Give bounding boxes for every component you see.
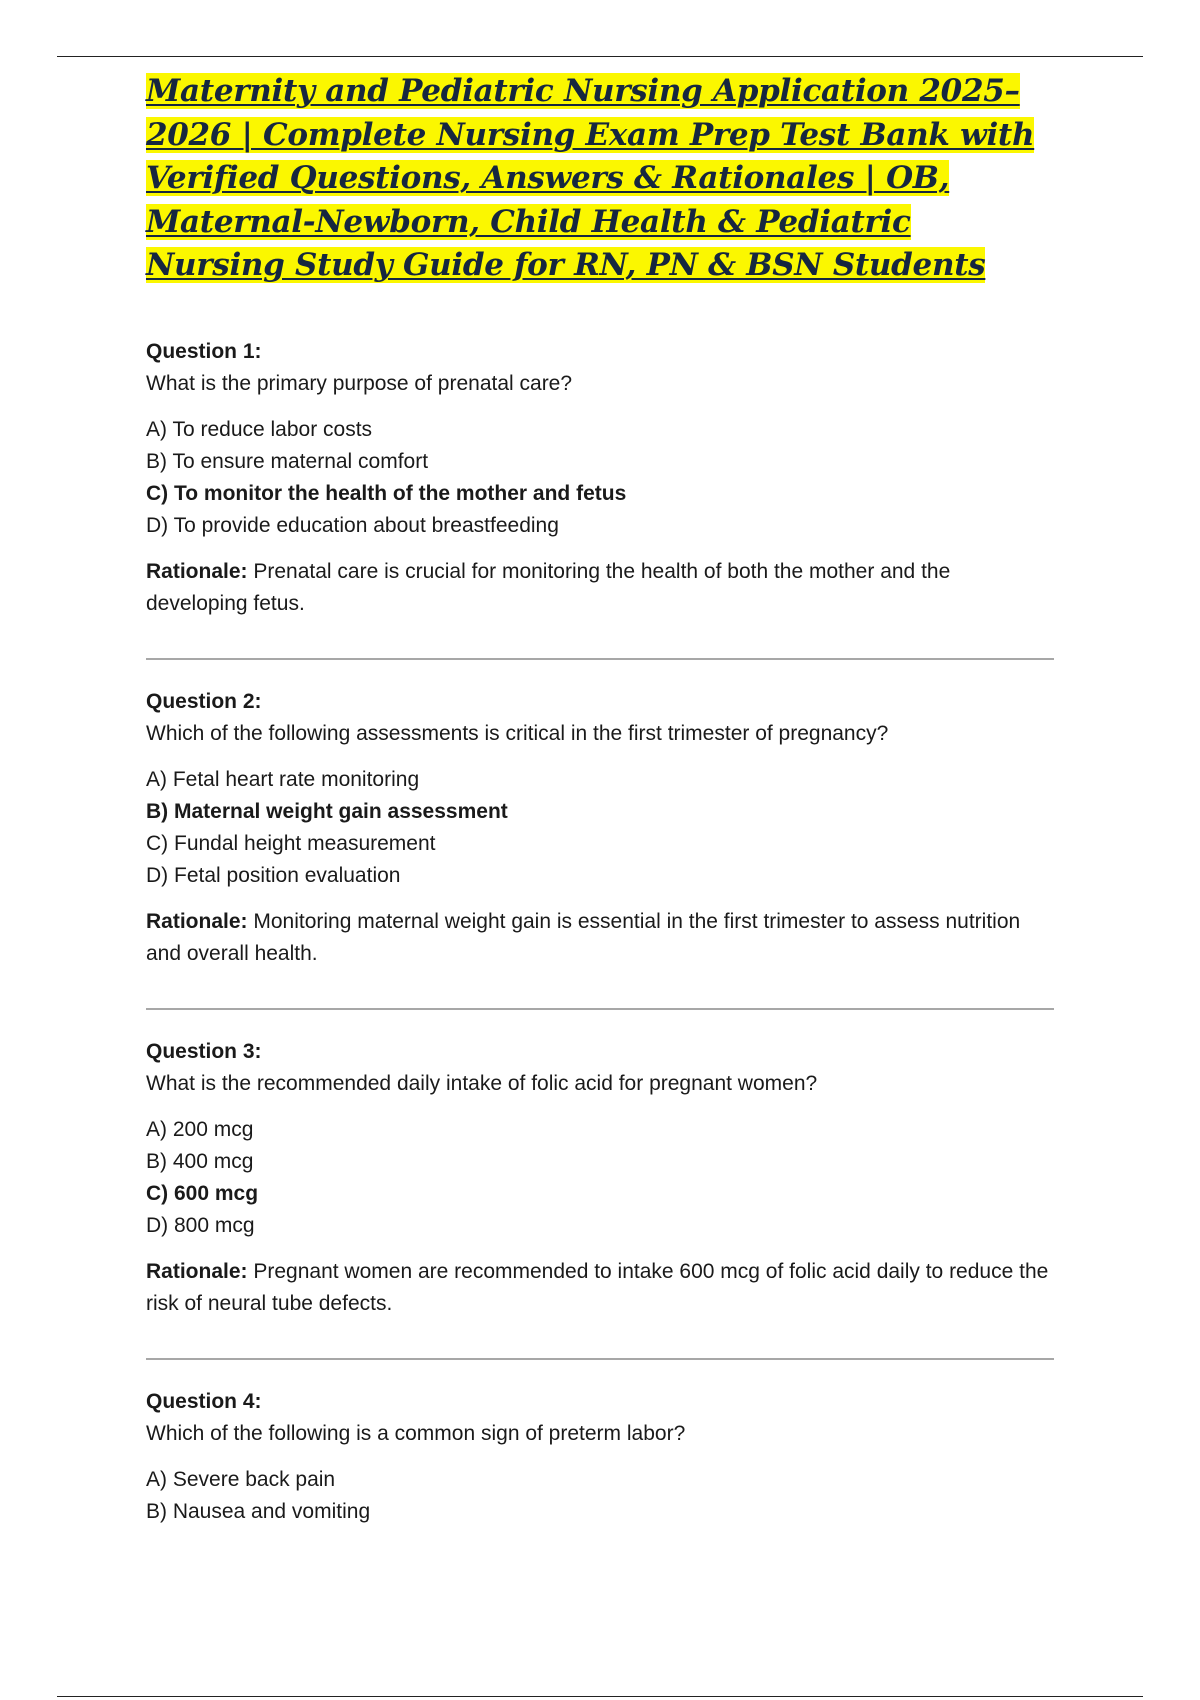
document-content bbox=[146, 70, 1056, 1542]
question-heading: Question 2: bbox=[146, 689, 262, 713]
answer-option: C) Fundal height measurement bbox=[146, 831, 436, 855]
question-separator bbox=[146, 1008, 1054, 1010]
answer-option: D) To provide education about breastfeeding bbox=[146, 513, 559, 537]
rationale-text: Prenatal care is crucial for monitoring the health of both the mother and the developing fetus. bbox=[146, 559, 951, 615]
question-text: Which of the following assessments is critical in the first trimester of pregnancy? bbox=[146, 721, 889, 745]
rationale-label: Rationale: bbox=[146, 909, 248, 933]
answer-option: A) Fetal heart rate monitoring bbox=[146, 767, 420, 791]
bottom-rule bbox=[57, 1696, 1143, 1697]
question-heading: Question 4: bbox=[146, 1389, 262, 1413]
question-3 bbox=[146, 1036, 1056, 1320]
answer-option: A) Severe back pain bbox=[146, 1467, 336, 1491]
rationale-text: Monitoring maternal weight gain is essential in the first trimester to assess nutrition and overall health. bbox=[146, 909, 1021, 965]
correct-answer-option: C) To monitor the health of the mother and fetus bbox=[146, 481, 627, 505]
answer-option: A) To reduce labor costs bbox=[146, 417, 373, 441]
question-separator bbox=[146, 1358, 1054, 1360]
question-text: Which of the following is a common sign of preterm labor? bbox=[146, 1421, 686, 1445]
answer-option: D) Fetal position evaluation bbox=[146, 863, 401, 887]
answer-option: B) To ensure maternal comfort bbox=[146, 449, 429, 473]
answer-options bbox=[146, 1464, 1056, 1528]
document-title bbox=[146, 70, 1056, 288]
question-text: What is the primary purpose of prenatal care? bbox=[146, 371, 573, 395]
question-separator bbox=[146, 658, 1054, 660]
rationale bbox=[146, 556, 1056, 620]
title-highlight: Maternity and Pediatric Nursing Application 2025–2026 | Complete Nursing Exam Prep Test Bank with Verified Questions, Answers & Rationales | OB, Maternal-Newborn, Child Health & Pediatric Nursing Study Guide for RN, PN & BSN Students bbox=[146, 73, 1035, 283]
question-2 bbox=[146, 686, 1056, 970]
answer-option: A) 200 mcg bbox=[146, 1117, 254, 1141]
rationale bbox=[146, 1256, 1056, 1320]
question-heading: Question 3: bbox=[146, 1039, 262, 1063]
rationale-text: Pregnant women are recommended to intake 600 mcg of folic acid daily to reduce the risk of neural tube defects. bbox=[146, 1259, 1049, 1315]
correct-answer-option: C) 600 mcg bbox=[146, 1181, 259, 1205]
answer-option: B) 400 mcg bbox=[146, 1149, 254, 1173]
rationale bbox=[146, 906, 1056, 970]
answer-options bbox=[146, 1114, 1056, 1242]
rationale-label: Rationale: bbox=[146, 1259, 248, 1283]
answer-option: D) 800 mcg bbox=[146, 1213, 255, 1237]
question-heading: Question 1: bbox=[146, 339, 262, 363]
top-rule bbox=[57, 56, 1143, 57]
question-text: What is the recommended daily intake of folic acid for pregnant women? bbox=[146, 1071, 818, 1095]
answer-options bbox=[146, 764, 1056, 892]
rationale-label: Rationale: bbox=[146, 559, 248, 583]
correct-answer-option: B) Maternal weight gain assessment bbox=[146, 799, 508, 823]
question-4 bbox=[146, 1386, 1056, 1528]
answer-options bbox=[146, 414, 1056, 542]
question-1 bbox=[146, 336, 1056, 620]
answer-option: B) Nausea and vomiting bbox=[146, 1499, 371, 1523]
